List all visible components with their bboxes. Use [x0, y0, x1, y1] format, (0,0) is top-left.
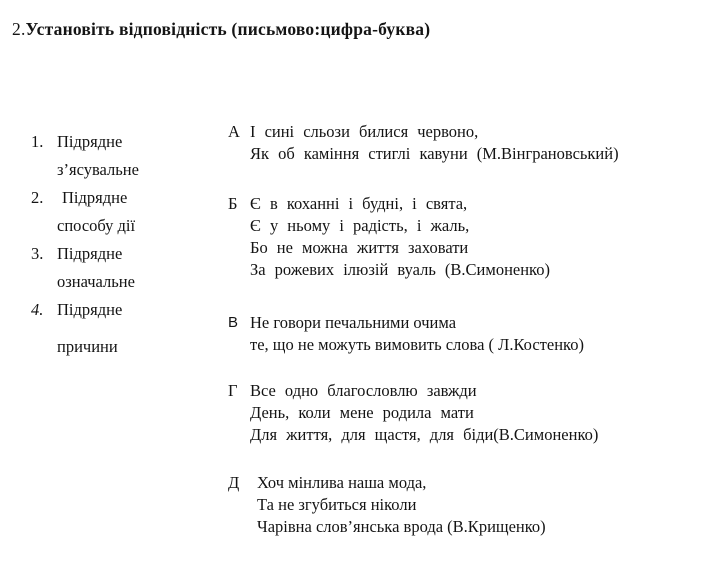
option-a-letter: А: [228, 122, 240, 141]
option-d-letter: Д: [228, 473, 240, 492]
option-d: [228, 472, 714, 538]
item-2-line-1: Підрядне: [62, 188, 128, 207]
option-a-line-1: І сині сльози билися червоно,: [250, 122, 479, 141]
list-item-1: [31, 128, 221, 184]
option-g: [228, 380, 714, 446]
option-b-line-2: Є у ньому і радість, і жаль,: [250, 216, 470, 235]
option-g-line-1: Все одно благословлю завжди: [250, 381, 477, 400]
item-4-line-1: Підрядне: [57, 300, 123, 319]
option-g-text: [250, 380, 714, 446]
option-a: [228, 121, 714, 165]
option-v-text: [250, 312, 714, 356]
option-a-line-2: Як об каміння стиглі кавуни (М.Вінграновський): [250, 144, 619, 163]
item-4-number: 4.: [31, 300, 44, 319]
item-2-text: [57, 184, 221, 240]
option-b-line-4: За рожевих ілюзій вуаль (В.Симоненко): [250, 260, 550, 279]
question-title: [12, 17, 430, 41]
option-v-line-2: те, що не можуть вимовить слова ( Л.Костенко): [250, 335, 584, 354]
option-d-text: [250, 472, 714, 538]
item-2-number: 2.: [31, 188, 44, 207]
option-g-line-2: День, коли мене родила мати: [250, 403, 474, 422]
option-b-line-3: Бо не можна життя заховати: [250, 238, 469, 257]
list-item-2: [31, 184, 221, 240]
item-3-text: [57, 240, 221, 296]
option-d-line-1: Хоч мінлива наша мода,: [257, 473, 427, 492]
item-1-line-1: Підрядне: [57, 132, 123, 151]
option-v: [228, 312, 714, 356]
item-3-number: 3.: [31, 244, 44, 263]
item-1-text: [57, 128, 221, 184]
item-3-line-2: означальне: [57, 272, 135, 291]
option-b-letter: Б: [228, 194, 238, 213]
option-b: [228, 193, 714, 281]
option-d-line-3: Чарівна слов’янська врода (В.Крищенко): [257, 517, 546, 536]
option-g-letter: Г: [228, 381, 238, 400]
lettered-options-list: [228, 121, 714, 538]
item-4-line-2: причини: [57, 337, 118, 356]
option-v-letter: В: [228, 314, 239, 331]
list-item-4: [31, 296, 221, 361]
option-b-text: [250, 193, 714, 281]
question-title-text: Установіть відповідність (письмово:цифра-буква): [25, 19, 431, 39]
item-1-number: 1.: [31, 132, 44, 151]
option-a-text: [250, 121, 714, 165]
item-2-line-2: способу дії: [57, 216, 136, 235]
option-b-line-1: Є в коханні і будні, і свята,: [250, 194, 468, 213]
option-d-line-2: Та не згубиться ніколи: [257, 495, 417, 514]
question-number: 2.: [12, 19, 26, 39]
item-4-text: [57, 296, 221, 361]
option-v-line-1: Не говори печальними очима: [250, 313, 457, 332]
item-1-line-2: з’ясувальне: [57, 160, 139, 179]
option-g-line-3: Для життя, для щастя, для біди(В.Симоненко): [250, 425, 599, 444]
list-item-3: [31, 240, 221, 296]
item-3-line-1: Підрядне: [57, 244, 123, 263]
numbered-clause-list: [31, 128, 221, 361]
